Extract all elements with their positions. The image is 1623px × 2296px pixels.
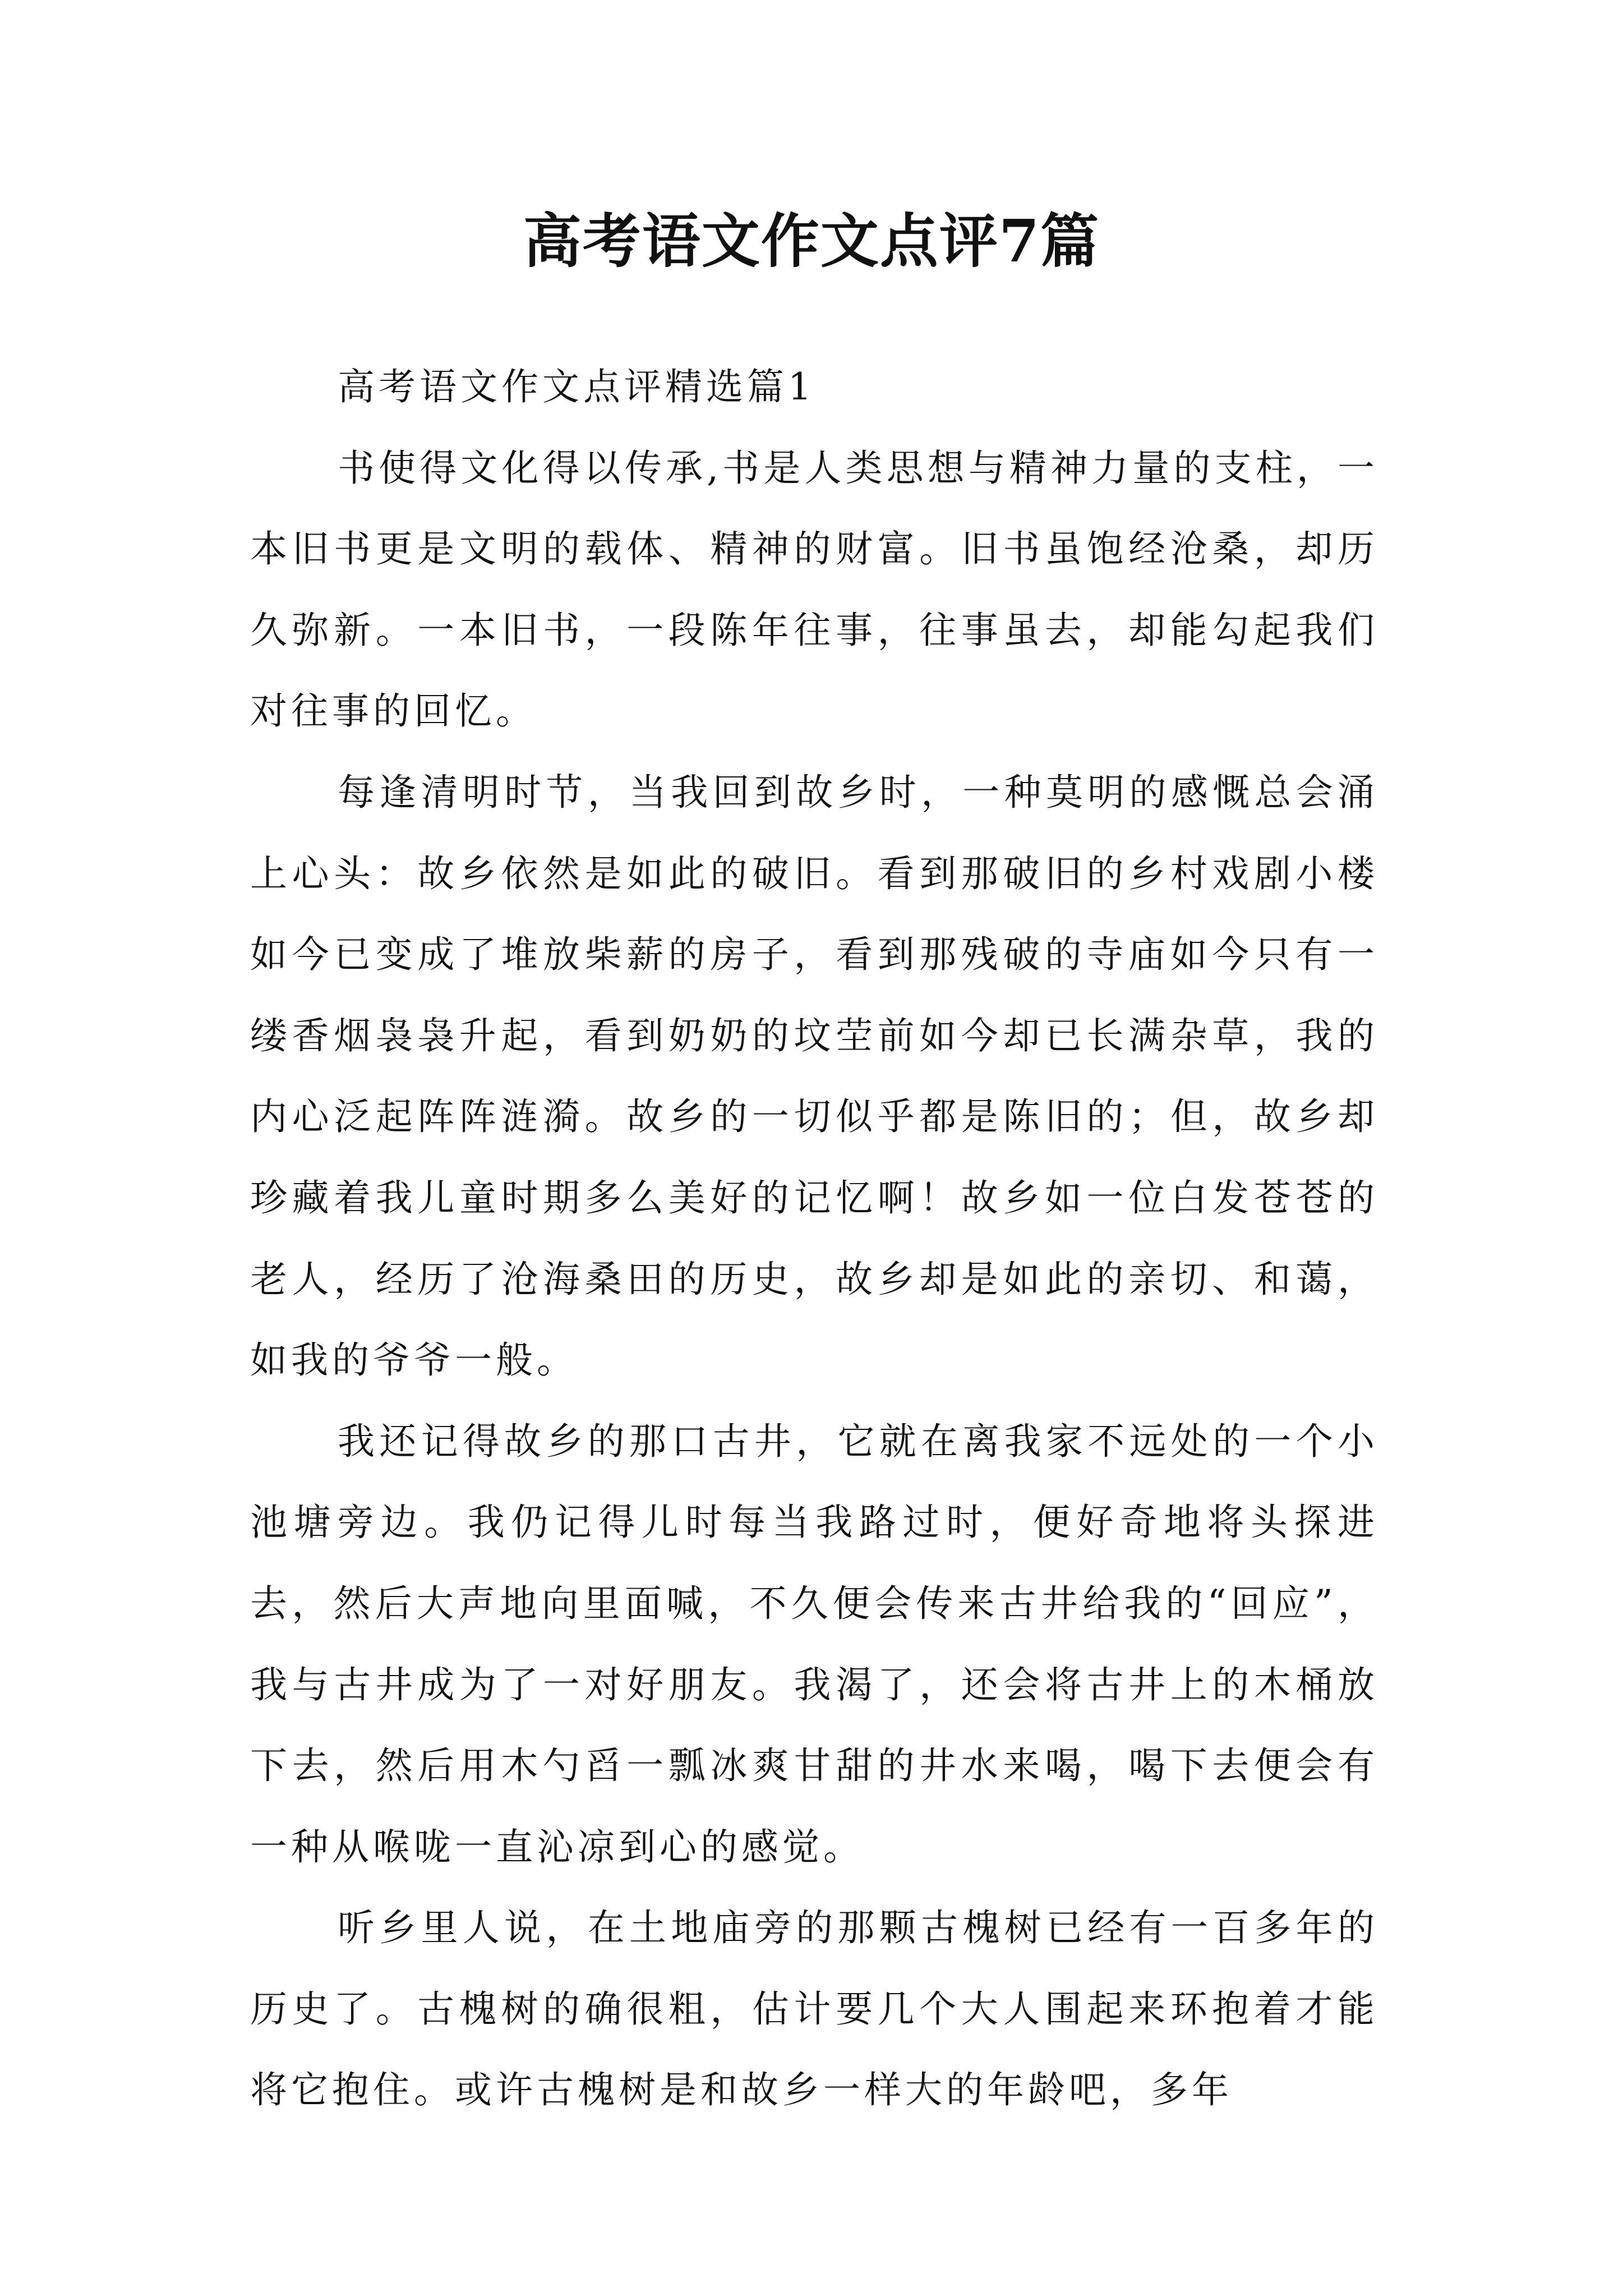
paragraph: 书使得文化得以传承,书是人类思想与精神力量的支柱，一本旧书更是文明的载体、精神的财富。旧书虽饱经沧桑，却历久弥新。一本旧书，一段陈年往事，往事虽去，却能勾起我们对往事的回忆。 (250, 446, 1378, 733)
document-body (250, 347, 1378, 2131)
paragraph: 我还记得故乡的那口古井，它就在离我家不远处的一个小池塘旁边。我仍记得儿时每当我路过时，便好奇地将头探进去，然后大声地向里面喊，不久便会传来古井给我的“回应”，我与古井成为了一对好朋友。我渴了，还会将古井上的木桶放下去，然后用木勺舀一瓢冰爽甘甜的井水来喝，喝下去便会有一种从喉咙一直沁凉到心的感觉。 (250, 1419, 1378, 1869)
document-title: 高考语文作文点评7篇 (523, 206, 1100, 275)
section-heading: 高考语文作文点评精选篇1 (338, 365, 815, 408)
paragraph: 听乡里人说，在土地庙旁的那颗古槐树已经有一百多年的历史了。古槐树的确很粗，估计要几个大人围起来环抱着才能将它抱住。或许古槐树是和故乡一样大的年龄吧，多年 (250, 1906, 1378, 2112)
paragraph: 每逢清明时节，当我回到故乡时，一种莫明的感慨总会涌上心头：故乡依然是如此的破旧。看到那破旧的乡村戏剧小楼如今已变成了堆放柴薪的房子，看到那残破的寺庙如今只有一缕香烟袅袅升起，看到奶奶的坟茔前如今却已长满杂草，我的内心泛起阵阵涟漪。故乡的一切似乎都是陈旧的；但，故乡却珍藏着我儿童时期多么美好的记忆啊！故乡如一位白发苍苍的老人，经历了沧海桑田的历史，故乡却是如此的亲切、和蔼，如我的爷爷一般。 (250, 770, 1378, 1382)
